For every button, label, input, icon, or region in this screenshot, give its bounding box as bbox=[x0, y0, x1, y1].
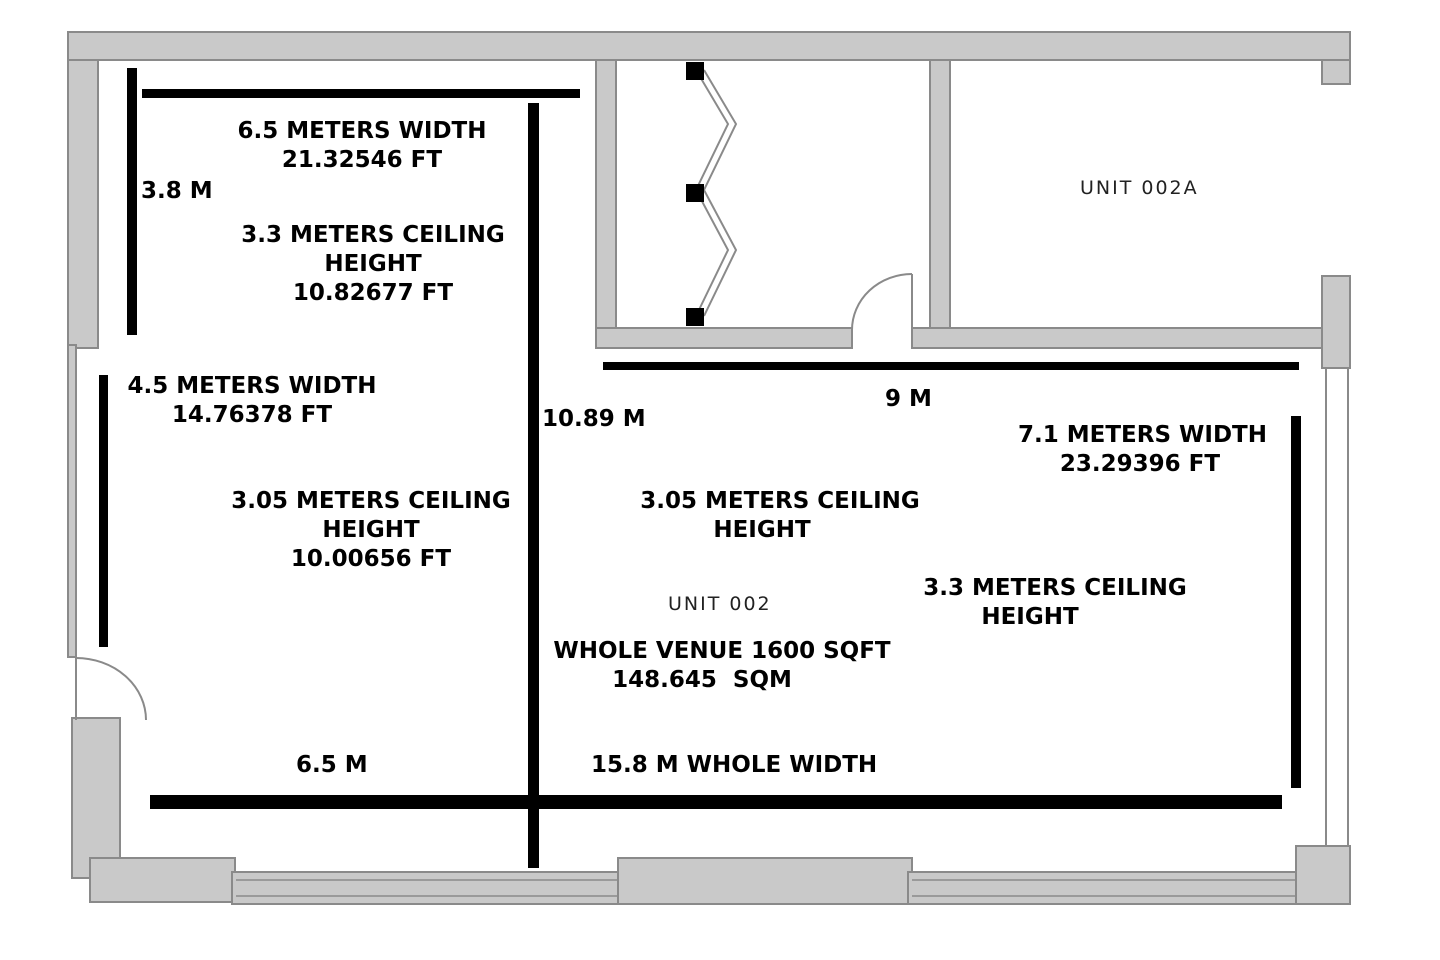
interior-wall-vertical-1 bbox=[596, 60, 616, 348]
left-lower-ceiling-label bbox=[226, 487, 516, 574]
left-room-ceiling-line1: 3.3 METERS CEILING bbox=[241, 222, 505, 248]
left-lower-width-m: 4.5 METERS WIDTH bbox=[127, 373, 377, 399]
dim-bar-left-top-vertical bbox=[127, 68, 137, 335]
dim-bar-bottom bbox=[150, 795, 1282, 809]
dim-bar-left-top-horizontal bbox=[142, 89, 580, 98]
left-room-width-label bbox=[236, 117, 488, 175]
left-room-width-m: 6.5 METERS WIDTH bbox=[237, 118, 487, 144]
left-lower-width-label bbox=[126, 372, 378, 430]
bottom-whole-width: 15.8 M WHOLE WIDTH bbox=[591, 752, 878, 778]
left-room-ceiling-ft: 10.82677 FT bbox=[292, 280, 454, 306]
main-ceiling-label-b bbox=[918, 574, 1192, 632]
right-width-label bbox=[1018, 421, 1267, 479]
bottom-wall-left bbox=[232, 872, 622, 904]
bottom-left-dim: 6.5 M bbox=[296, 752, 368, 778]
venue-area-sqft: WHOLE VENUE 1600 SQFT bbox=[553, 638, 891, 664]
vertical-dim-label: 10.89 M bbox=[542, 406, 646, 432]
left-wall-bottom-step bbox=[72, 718, 120, 878]
entry-door-swing bbox=[76, 658, 146, 720]
left-lower-ceiling-line1: 3.05 METERS CEILING bbox=[231, 488, 511, 514]
left-lower-width-ft: 14.76378 FT bbox=[171, 402, 333, 428]
right-wall-mid bbox=[1322, 276, 1350, 368]
left-room-ceiling-line2: HEIGHT bbox=[324, 251, 422, 277]
room-label-unit-002a: UNIT 002A bbox=[1080, 177, 1199, 199]
left-wall-lower bbox=[68, 345, 76, 657]
bottom-right-corner bbox=[1296, 846, 1350, 904]
left-room-height-dim: 3.8 M bbox=[141, 178, 213, 204]
interior-wall-vertical-2 bbox=[930, 60, 950, 348]
left-lower-ceiling-ft: 10.00656 FT bbox=[290, 546, 452, 572]
top-wall bbox=[68, 32, 1350, 60]
main-ceiling-a-line1: 3.05 METERS CEILING bbox=[640, 488, 920, 514]
partition-posts bbox=[686, 62, 704, 326]
venue-area-sqm: 148.645 SQM bbox=[612, 667, 792, 693]
left-room-width-ft: 21.32546 FT bbox=[281, 147, 443, 173]
top-dim-label: 9 M bbox=[885, 386, 932, 412]
main-ceiling-label-a bbox=[634, 487, 926, 545]
main-ceiling-b-line2: HEIGHT bbox=[981, 604, 1079, 630]
bottom-left-corner bbox=[90, 858, 235, 902]
left-lower-ceiling-line2: HEIGHT bbox=[322, 517, 420, 543]
main-ceiling-b-line1: 3.3 METERS CEILING bbox=[923, 575, 1187, 601]
room-label-unit-002: UNIT 002 bbox=[668, 593, 772, 615]
venue-area-label bbox=[550, 637, 894, 695]
right-window-frame bbox=[1326, 368, 1348, 846]
right-width-ft: 23.29396 FT bbox=[1059, 451, 1221, 477]
interior-wall-horizontal-1 bbox=[596, 328, 852, 348]
right-wall-upper bbox=[1322, 60, 1350, 84]
right-width-m: 7.1 METERS WIDTH bbox=[1018, 422, 1267, 448]
bottom-wall-right bbox=[908, 872, 1298, 904]
dim-bar-right-vertical bbox=[1291, 416, 1301, 788]
interior-wall-horizontal-2 bbox=[912, 328, 1322, 348]
left-room-ceiling-label bbox=[236, 221, 510, 308]
dim-bar-left-lower-vertical bbox=[99, 375, 108, 647]
main-ceiling-a-line2: HEIGHT bbox=[713, 517, 811, 543]
dim-bar-center-vertical bbox=[528, 103, 539, 868]
dim-bar-main-top bbox=[603, 362, 1299, 370]
left-wall-upper bbox=[68, 60, 98, 348]
inner-door-swing bbox=[852, 274, 912, 330]
bottom-pillar bbox=[618, 858, 912, 904]
